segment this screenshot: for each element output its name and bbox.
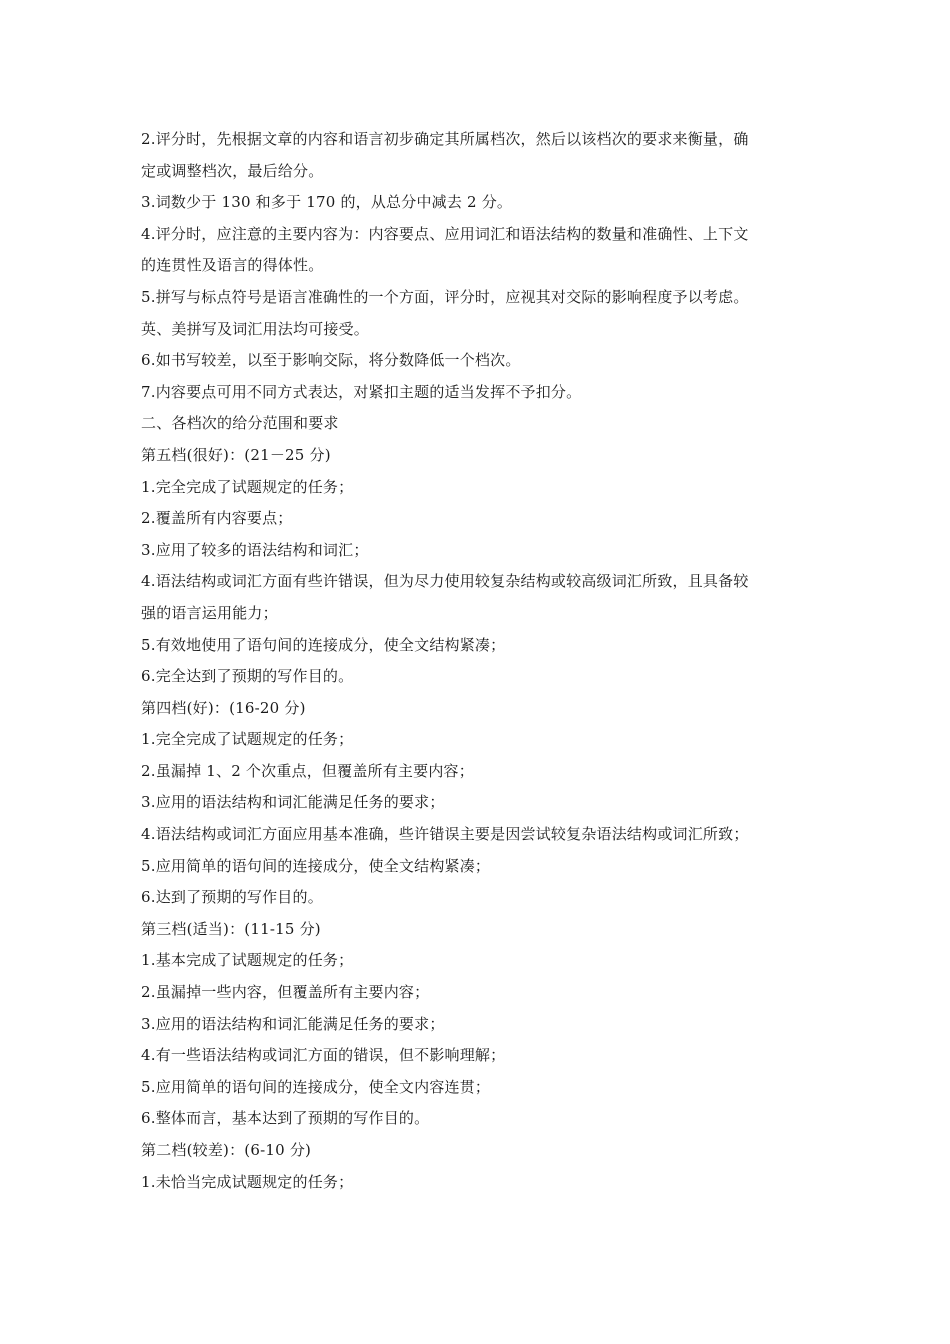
level-3-item-3: 3.应用的语法结构和词汇能满足任务的要求；	[141, 1014, 445, 1033]
level-3-item-5: 5.应用简单的语句间的连接成分，使全文内容连贯；	[141, 1077, 491, 1096]
rule-5-line-2: 英、美拼写及词汇用法均可接受。	[141, 319, 370, 338]
level-5-item-4-line-1: 4.语法结构或词汇方面有些许错误，但为尽力使用较复杂结构或较高级词汇所致，且具备较	[141, 572, 749, 591]
level-2-heading: 第二档(较差)：(6-10 分)	[141, 1141, 312, 1159]
level-5-item-2: 2.覆盖所有内容要点；	[141, 509, 293, 528]
level-4-item-6: 6.达到了预期的写作目的。	[141, 888, 323, 907]
rule-3: 3.词数少于 130 和多于 170 的，从总分中减去 2 分。	[141, 193, 513, 212]
level-4-item-2: 2.虽漏掉 1、2 个次重点，但覆盖所有主要内容；	[141, 761, 474, 780]
rule-5-line-1: 5.拼写与标点符号是语言准确性的一个方面，评分时，应视其对交际的影响程度予以考虑。	[141, 287, 749, 306]
level-4-item-3: 3.应用的语法结构和词汇能满足任务的要求；	[141, 793, 445, 812]
level-2-item-1: 1.未恰当完成试题规定的任务；	[141, 1172, 354, 1191]
level-4-heading: 第四档(好)：(16-20 分)	[141, 698, 306, 717]
rule-2-line-2: 定或调整档次，最后给分。	[141, 161, 324, 180]
rule-7: 7.内容要点可用不同方式表达，对紧扣主题的适当发挥不予扣分。	[141, 382, 582, 401]
document-page	[141, 124, 813, 1198]
level-3-item-6: 6.整体而言，基本达到了预期的写作目的。	[141, 1109, 430, 1128]
level-5-item-1: 1.完全完成了试题规定的任务；	[141, 477, 354, 496]
section-heading: 二、各档次的给分范围和要求	[141, 414, 339, 433]
level-4-item-5: 5.应用简单的语句间的连接成分，使全文结构紧凑；	[141, 856, 491, 875]
level-5-heading: 第五档(很好)：(21－25 分)	[141, 445, 331, 464]
rule-6: 6.如书写较差，以至于影响交际，将分数降低一个档次。	[141, 351, 521, 370]
level-5-item-4-line-2: 强的语言运用能力；	[141, 603, 278, 622]
rule-4-line-2: 的连贯性及语言的得体性。	[141, 256, 324, 275]
level-3-item-1: 1.基本完成了试题规定的任务；	[141, 951, 354, 970]
level-5-item-3: 3.应用了较多的语法结构和词汇；	[141, 540, 369, 559]
rule-2-line-1: 2.评分时，先根据文章的内容和语言初步确定其所属档次，然后以该档次的要求来衡量，确	[141, 130, 749, 148]
level-4-item-1: 1.完全完成了试题规定的任务；	[141, 730, 354, 749]
level-3-item-2: 2.虽漏掉一些内容，但覆盖所有主要内容；	[141, 983, 430, 1002]
level-4-item-4: 4.语法结构或词汇方面应用基本准确，些许错误主要是因尝试较复杂语法结构或词汇所致；	[141, 825, 749, 844]
level-5-item-5: 5.有效地使用了语句间的连接成分，使全文结构紧凑；	[141, 635, 506, 654]
level-3-item-4: 4.有一些语法结构或词汇方面的错误，但不影响理解；	[141, 1046, 506, 1065]
rule-4-line-1: 4.评分时，应注意的主要内容为：内容要点、应用词汇和语法结构的数量和准确性、上下文	[141, 224, 749, 243]
level-3-heading: 第三档(适当)：(11-15 分)	[141, 919, 321, 938]
level-5-item-6: 6.完全达到了预期的写作目的。	[141, 667, 354, 686]
